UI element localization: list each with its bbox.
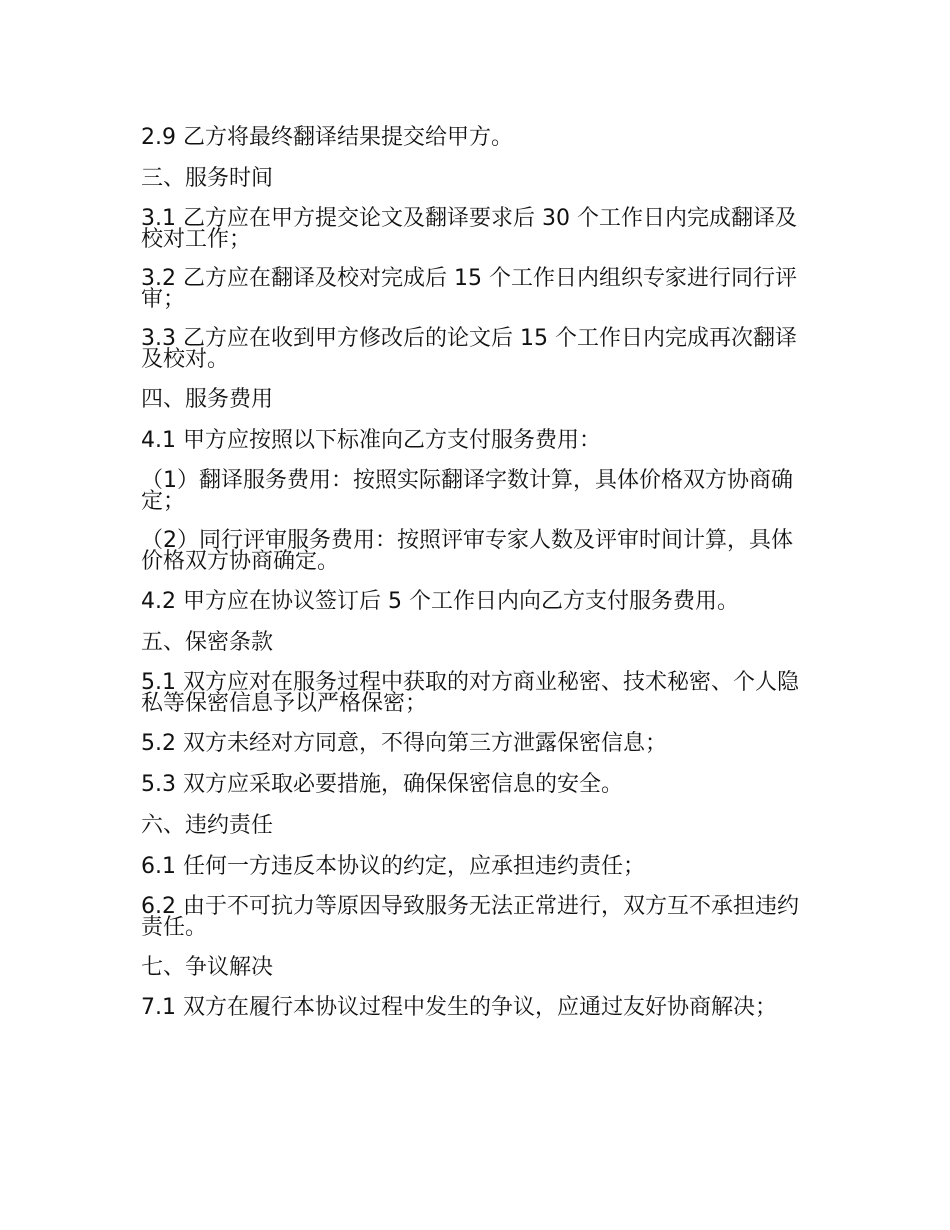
clause-4-2: 4.2 甲方应在协议签订后 5 个工作日内向乙方支付服务费用。 [141, 589, 739, 614]
clause-3-3: 3.3 乙方应在收到甲方修改后的论文后 15 个工作日内完成再次翻译及校对。 [141, 326, 797, 372]
clause-3-1: 3.1 乙方应在甲方提交论文及翻译要求后 30 个工作日内完成翻译及校对工作； [141, 206, 797, 252]
section-heading-dispute-resolution: 七、争议解决 [141, 955, 274, 980]
section-heading-service-fees: 四、服务费用 [141, 387, 274, 412]
clause-2-9: 2.9 乙方将最终翻译结果提交给甲方。 [141, 125, 513, 150]
clause-3-2: 3.2 乙方应在翻译及校对完成后 15 个工作日内组织专家进行同行评审； [141, 266, 797, 312]
clause-5-3: 5.3 双方应采取必要措施，确保保密信息的安全。 [141, 772, 623, 797]
clause-5-2: 5.2 双方未经对方同意，不得向第三方泄露保密信息； [141, 731, 667, 756]
section-heading-liability: 六、违约责任 [141, 813, 274, 838]
clause-4-1: 4.1 甲方应按照以下标准向乙方支付服务费用： [141, 428, 601, 453]
section-heading-service-time: 三、服务时间 [141, 166, 274, 191]
clause-5-1: 5.1 双方应对在服务过程中获取的对方商业秘密、技术秘密、个人隐私等保密信息予以严格保密； [141, 670, 799, 716]
clause-4-1-item-1: （1）翻译服务费用：按照实际翻译字数计算，具体价格双方协商确定； [141, 468, 793, 514]
clause-7-1: 7.1 双方在履行本协议过程中发生的争议，应通过友好协商解决； [141, 995, 777, 1020]
clause-4-1-item-2: （2）同行评审服务费用：按照评审专家人数及评审时间计算，具体价格双方协商确定。 [141, 528, 793, 574]
section-heading-confidentiality: 五、保密条款 [141, 630, 274, 655]
clause-6-2: 6.2 由于不可抗力等原因导致服务无法正常进行，双方互不承担违约责任。 [141, 894, 799, 940]
document-body [141, 126, 809, 1036]
clause-6-1: 6.1 任何一方违反本协议的约定，应承担违约责任； [141, 854, 645, 879]
